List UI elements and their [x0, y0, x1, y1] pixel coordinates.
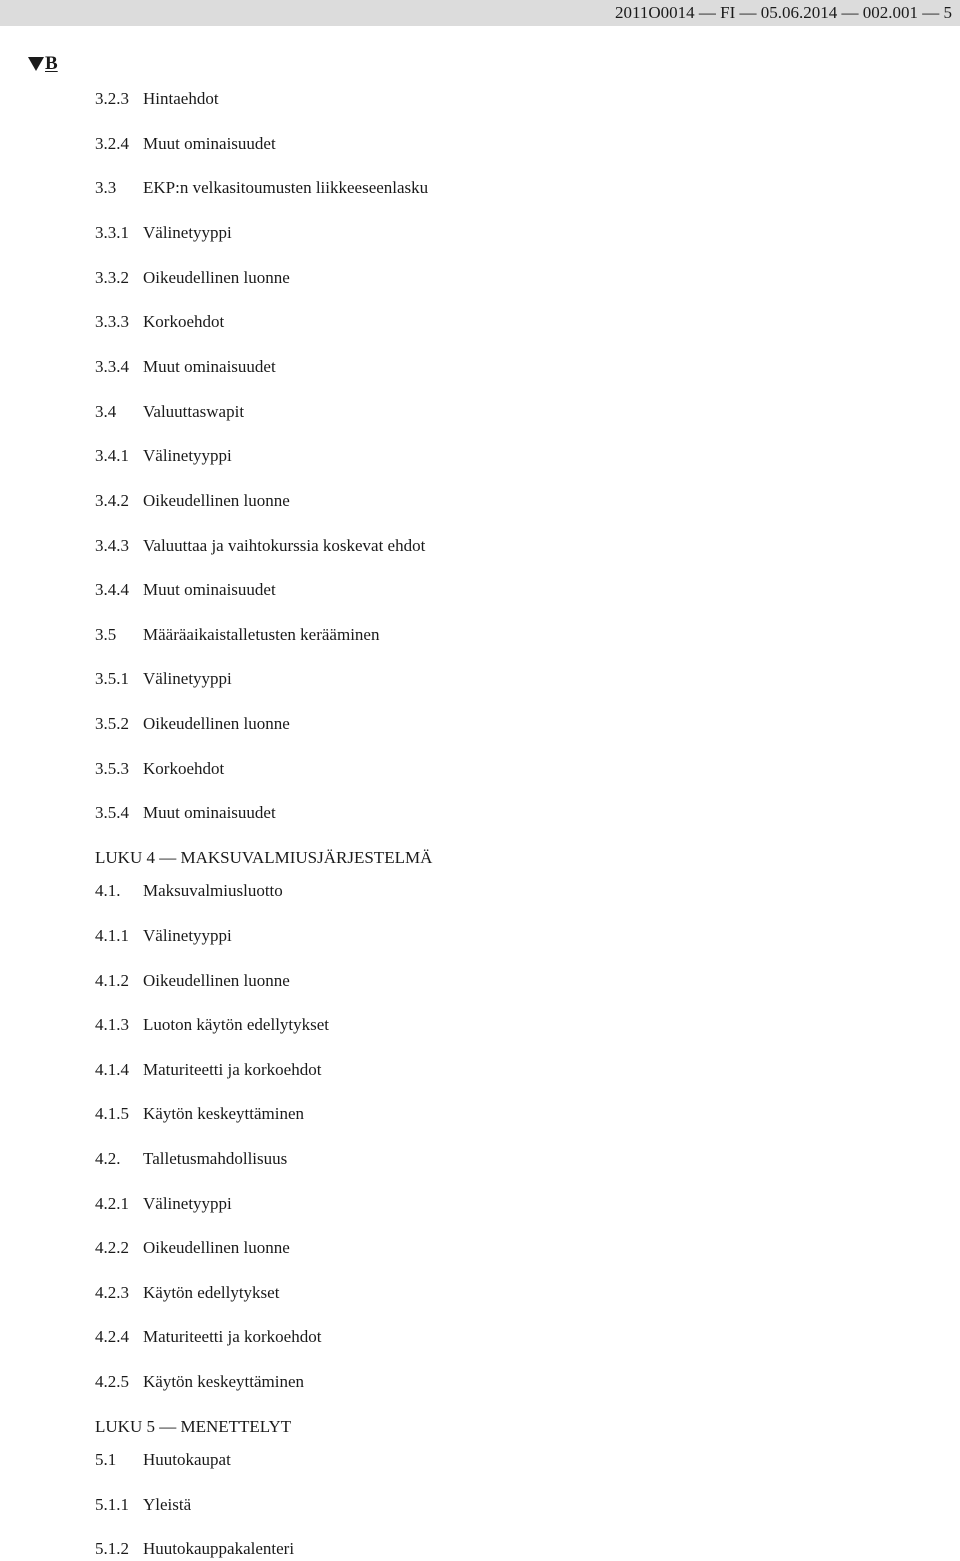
toc-entry — [95, 401, 244, 423]
toc-entry-label: EKP:n velkasitoumusten liikkeeseenlasku — [143, 178, 429, 197]
toc-entry-label: Talletusmahdollisuus — [143, 1149, 288, 1168]
toc-entry-label: Oikeudellinen luonne — [143, 1238, 290, 1257]
toc-entry — [95, 445, 232, 467]
toc-entry-label: Välinetyyppi — [143, 1194, 232, 1213]
toc-entry-number: 5.1 — [95, 1450, 117, 1469]
toc-entry — [95, 1494, 191, 1516]
toc-entry-label: Valuuttaswapit — [143, 402, 245, 421]
toc-entry — [95, 1014, 329, 1036]
toc-entry-label: Muut ominaisuudet — [143, 580, 276, 599]
toc-entry-number: 4.1. — [95, 881, 121, 900]
toc-entry-number: 3.5.1 — [95, 669, 129, 688]
toc-entry — [95, 133, 276, 155]
toc-entry — [95, 177, 428, 199]
chapter-heading: LUKU 5 — MENETTELYT — [95, 1417, 292, 1436]
toc-entry — [95, 356, 276, 378]
toc-entry-label: Hintaehdot — [143, 89, 219, 108]
toc-entry-number: 3.4.3 — [95, 536, 129, 555]
toc-entry-label: Maturiteetti ja korkoehdot — [143, 1060, 322, 1079]
toc-entry — [95, 88, 219, 110]
toc-entry-label: Korkoehdot — [143, 759, 225, 778]
toc-entry-label: Välinetyyppi — [143, 446, 232, 465]
toc-entry-label: Välinetyyppi — [143, 926, 232, 945]
toc-entry-number: 4.1.2 — [95, 971, 129, 990]
toc-entry-number: 3.5.4 — [95, 803, 129, 822]
toc-entry — [95, 970, 290, 992]
toc-entry — [95, 1103, 304, 1125]
toc-entry-number: 3.3.3 — [95, 312, 129, 331]
toc-entry-label: Määräaikaistalletusten kerääminen — [143, 625, 380, 644]
toc-entry — [95, 1237, 290, 1259]
amendment-marker — [28, 52, 58, 76]
toc-entry-label: Muut ominaisuudet — [143, 134, 276, 153]
toc-entry-number: 4.1.3 — [95, 1015, 129, 1034]
toc-entry-number: 4.2.3 — [95, 1283, 129, 1302]
toc-entry — [95, 1371, 304, 1393]
toc-entry-label: Valuuttaa ja vaihtokurssia koskevat ehdot — [143, 536, 426, 555]
toc-entry — [95, 1326, 321, 1348]
toc-entry-number: 4.2.1 — [95, 1194, 129, 1213]
toc-entry — [95, 311, 224, 333]
toc-entry — [95, 802, 276, 824]
toc-entry-label: Välinetyyppi — [143, 669, 232, 688]
toc-entry — [95, 1148, 287, 1170]
toc-entry — [95, 490, 290, 512]
toc-entry-label: Välinetyyppi — [143, 223, 232, 242]
toc-entry-label: Maturiteetti ja korkoehdot — [143, 1327, 322, 1346]
toc-entry-label: Oikeudellinen luonne — [143, 491, 290, 510]
toc-entry-label: Yleistä — [143, 1495, 192, 1514]
toc-entry-label: Muut ominaisuudet — [143, 357, 276, 376]
toc-entry-number: 3.3.2 — [95, 268, 129, 287]
toc-entry-number: 3.3.4 — [95, 357, 129, 376]
toc-entry — [95, 222, 232, 244]
toc-entry — [95, 668, 232, 690]
toc-entry-number: 3.5.2 — [95, 714, 129, 733]
toc-entry-label: Oikeudellinen luonne — [143, 268, 290, 287]
toc-entry — [95, 267, 290, 289]
toc-entry-label: Huutokaupat — [143, 1450, 231, 1469]
toc-entry-number: 3.2.4 — [95, 134, 129, 153]
toc-entry-number: 4.2.2 — [95, 1238, 129, 1257]
toc-entry-label: Maksuvalmiusluotto — [143, 881, 283, 900]
toc-entry-number: 3.3.1 — [95, 223, 129, 242]
toc-entry — [95, 579, 276, 601]
toc-entry-number: 5.1.2 — [95, 1539, 129, 1558]
toc-entry — [95, 1059, 321, 1081]
toc-entry-label: Käytön keskeyttäminen — [143, 1104, 304, 1123]
toc-entry-number: 4.2. — [95, 1149, 121, 1168]
toc-entry-label: Luoton käytön edellytykset — [143, 1015, 330, 1034]
toc-entry — [95, 535, 425, 557]
toc-entry-number: 3.4 — [95, 402, 117, 421]
toc-entry-number: 3.3 — [95, 178, 117, 197]
toc-entry-number: 4.1.4 — [95, 1060, 129, 1079]
toc-entry-number: 3.5.3 — [95, 759, 129, 778]
toc-entry-number: 3.4.1 — [95, 446, 129, 465]
toc-entry-number: 3.4.2 — [95, 491, 129, 510]
amendment-marker-letter: B — [45, 53, 58, 74]
toc-entry-number: 3.5 — [95, 625, 117, 644]
toc-entry-label: Muut ominaisuudet — [143, 803, 276, 822]
toc-entry-number: 4.1.1 — [95, 926, 129, 945]
toc-entry-number: 4.2.4 — [95, 1327, 129, 1346]
toc-entry-label: Oikeudellinen luonne — [143, 971, 290, 990]
toc-entry-label: Huutokauppakalenteri — [143, 1539, 295, 1558]
toc-entry — [95, 1538, 294, 1560]
toc-entry-label: Käytön edellytykset — [143, 1283, 280, 1302]
toc-entry-label: Käytön keskeyttäminen — [143, 1372, 304, 1391]
toc-entry — [95, 880, 283, 902]
triangle-down-icon — [28, 57, 44, 71]
toc-entry-number: 3.4.4 — [95, 580, 129, 599]
document-header-bar — [0, 0, 960, 26]
toc-entry — [95, 624, 379, 646]
chapter-heading: LUKU 4 — MAKSUVALMIUSJÄRJESTELMÄ — [95, 848, 433, 867]
toc-entry-number: 5.1.1 — [95, 1495, 129, 1514]
toc-entry — [95, 758, 224, 780]
toc-entry-label: Oikeudellinen luonne — [143, 714, 290, 733]
toc-entry-number: 3.2.3 — [95, 89, 129, 108]
toc-entry — [95, 1449, 231, 1471]
toc-entry-number: 4.2.5 — [95, 1372, 129, 1391]
toc-entry-label: Korkoehdot — [143, 312, 225, 331]
toc-entry — [95, 1282, 279, 1304]
toc-entry-number: 4.1.5 — [95, 1104, 129, 1123]
toc-entry — [95, 1193, 232, 1215]
toc-entry — [95, 925, 232, 947]
document-header-reference: 2011O0014 — FI — 05.06.2014 — 002.001 — 5 — [614, 3, 952, 22]
toc-entry — [95, 713, 290, 735]
